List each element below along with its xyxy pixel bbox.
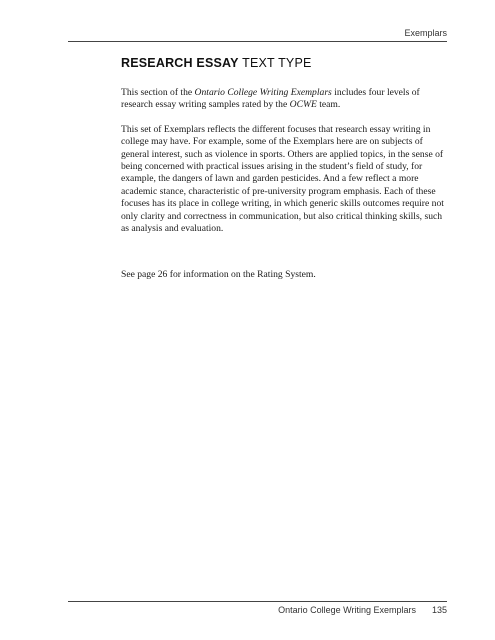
intro-text-start: This section of the (121, 87, 195, 98)
section-heading (121, 56, 451, 70)
header-rule (68, 41, 447, 42)
intro-text-end: team. (316, 99, 341, 111)
page-content (121, 56, 451, 294)
footer-rule (68, 601, 447, 602)
intro-acronym-italic: OCWE (289, 99, 317, 111)
rating-note-paragraph: See page 26 for information on the Rating System. (121, 269, 316, 281)
intro-text-middle: includes four levels of research essay writing samples rated by the (121, 87, 420, 111)
focus-paragraph: This set of Exemplars reflects the different focuses that research essay writing in college may have. For example, some of the Exemplars here are on subjects of general interest, such as violence in sports. Others are applied topics, in the sense of being concerned with practical issues arising in the student’s field of study, for example, the dangers of lawn and garden pesticides. And a few reflect a more academic stance, characteristic of pre-university program emphasis. Each of these focuses has its place in college writing, in which generic skills outcomes require not only clarity and correctness in communication, but also critical thinking skills, such as analysis and evaluation. (121, 123, 444, 235)
page-number: 135 (431, 605, 447, 615)
section-heading-rest: TEXT TYPE (238, 56, 312, 70)
intro-title-italic: Ontario College Writing Exemplars (194, 87, 332, 98)
section-heading-bold: RESEARCH ESSAY (121, 56, 239, 70)
running-header: Exemplars (404, 28, 447, 38)
page-footer (278, 605, 447, 615)
footer-title: Ontario College Writing Exemplars (278, 605, 416, 615)
intro-paragraph (121, 87, 451, 112)
